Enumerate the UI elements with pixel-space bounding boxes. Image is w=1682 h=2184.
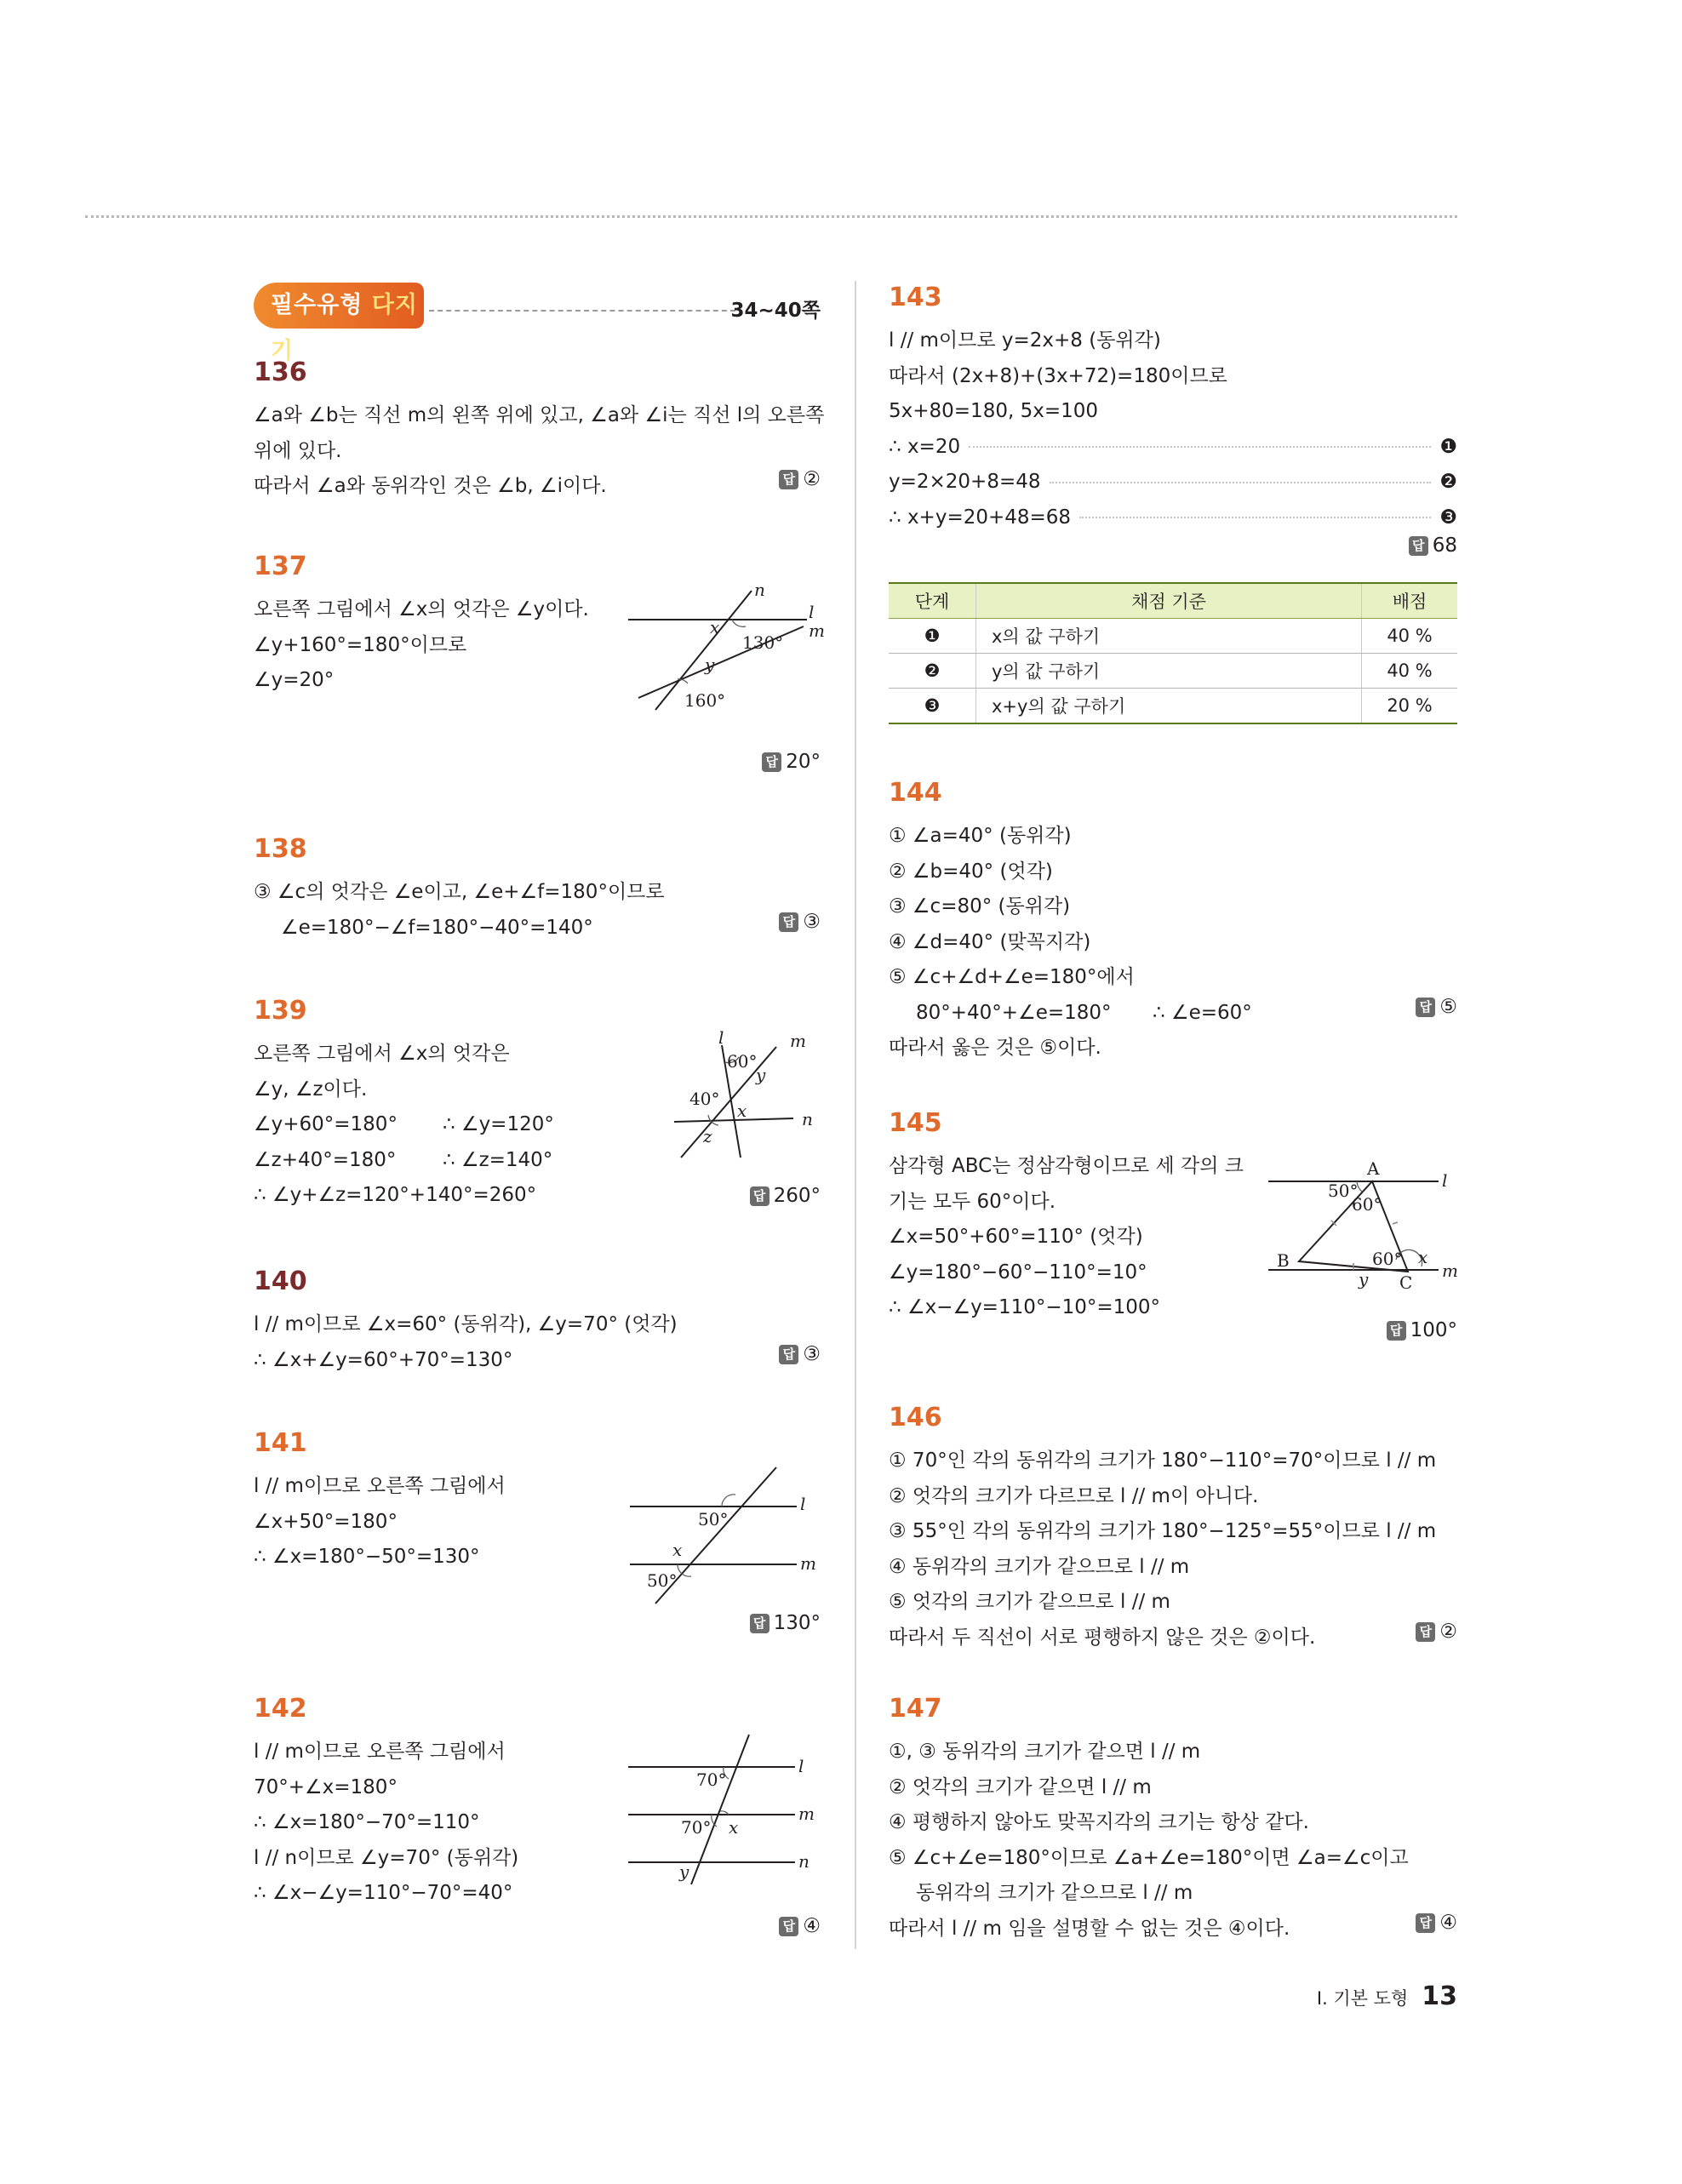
problem-number: 136 [254,357,307,387]
fig-label: 130° [742,632,784,653]
problem-number: 145 [889,1108,942,1138]
text-line: ④ ∠d=40° (맞꼭지각) [889,930,1091,953]
fig-label: 50° [698,1509,729,1529]
fig-label: C [1399,1272,1413,1293]
problem-143 [889,281,1457,717]
answer-value: 100° [1410,1319,1457,1341]
problem-147 [889,1692,1457,1947]
fig-label: m [790,1031,806,1051]
text-line: ③ 55°인 각의 동위각의 크기가 180°−125°=55°이므로 l // m [889,1520,1437,1542]
fig-label: y [1359,1269,1369,1289]
fig-label: l [1442,1170,1448,1191]
text-line: ⑤ ∠c+∠e=180°이므로 ∠a+∠e=180°이면 ∠a=∠c이고 [889,1846,1409,1869]
table-cell: y의 값 구하기 [976,654,1362,689]
fig-label: m [798,1804,815,1824]
fig-label: m [800,1553,816,1574]
leader-dots [969,446,1431,448]
problem-141 [254,1426,821,1634]
problem-number: 138 [254,834,307,864]
text-line: 동위각의 크기가 같으므로 l // m [916,1882,1193,1904]
answer-label: 답 [750,1186,769,1206]
text-line: l // m이므로 오른쪽 그림에서 [254,1475,506,1497]
answer-label: 답 [750,1614,769,1633]
text-line: l // m이므로 ∠x=60° (동위각), ∠y=70° (엇각) [254,1313,678,1335]
text-line: 위에 있다. [254,439,342,462]
eq: ∴ x+y=20+48=68 [889,506,1072,529]
fig-label: y [705,655,715,675]
fig-label: x [710,617,720,637]
table-cell: 40 % [1362,619,1458,654]
text-line: ∴ ∠x−∠y=110°−70°=40° [254,1882,513,1904]
text-line: ∴ ∠y+∠z=120°+140°=260° [254,1184,537,1206]
leader-dots [1079,517,1431,518]
fig-label: n [798,1851,810,1872]
table-cell: x+y의 값 구하기 [976,689,1362,724]
table-row [889,654,1457,689]
fig-label: 70° [696,1769,727,1790]
text-line: 70°+∠x=180° [254,1775,398,1798]
table-cell: ❶ [889,619,976,654]
text-line: ② ∠b=40° (엇각) [889,860,1053,883]
figure-145 [1268,1152,1458,1293]
text-line: ② 엇각의 크기가 다르므로 l // m이 아니다. [889,1484,1259,1507]
step-mark: ❶ [1439,435,1457,458]
text-line: ④ 동위각의 크기가 같으므로 l // m [889,1555,1190,1578]
answer [779,911,821,933]
leader-dots [1050,482,1432,483]
text-line: 따라서 (2x+8)+(3x+72)=180이므로 [889,364,1227,387]
eq-left: ∠z+40°=180° [254,1148,397,1171]
page-number: 13 [1422,1981,1457,2011]
page-range: 34~40쪽 [730,300,821,322]
answer-value: ③ [803,911,821,933]
text-line: ⑤ 엇각의 크기가 같으므로 l // m [889,1591,1170,1613]
answer [1409,535,1457,557]
answer-value: 130° [773,1612,821,1634]
page-footer [1317,1981,1457,2011]
problem-number: 140 [254,1266,307,1296]
badge-text-a: 필수유형 [271,292,363,318]
answer [1416,1912,1457,1934]
table-row [889,619,1457,654]
problem-number: 144 [889,778,942,808]
problem-number: 147 [889,1694,942,1724]
answer-label: 답 [1416,1913,1435,1933]
eq-right: ∴ ∠z=140° [443,1148,553,1171]
answer-label: 답 [1416,1622,1435,1642]
eq: ∴ x=20 [889,435,961,458]
fig-label: z [703,1126,712,1146]
fig-label: l [718,1027,724,1048]
answer [1387,1319,1457,1341]
answer-label: 답 [762,752,781,772]
table-header: 단계 [889,583,976,619]
answer-value: ④ [803,1915,821,1937]
text-line: ∴ ∠x=180°−50°=130° [254,1546,480,1568]
text-line [889,430,1457,466]
table-cell: ❸ [889,689,976,724]
answer [750,1185,821,1207]
fig-label: l [798,1756,804,1776]
fig-label: 60° [1352,1194,1382,1215]
table-header: 채점 기준 [976,583,1362,619]
figure-139 [674,1027,821,1164]
fig-label: 50° [1328,1181,1359,1201]
fig-label: 40° [689,1089,720,1109]
fig-label: x [729,1817,739,1838]
fig-label: m [1442,1261,1458,1281]
answer [779,468,821,490]
text-line: 삼각형 ABC는 정삼각형이므로 세 각의 크 [889,1155,1244,1177]
answer-value: ③ [803,1343,821,1365]
section-header [254,281,821,364]
fig-label: 50° [647,1570,678,1591]
text-line: ⑤ ∠c+∠d+∠e=180°에서 [889,966,1135,988]
answer-value: 260° [773,1185,821,1207]
step-mark: ❸ [1439,506,1457,529]
text-line: ∠a와 ∠b는 직선 m의 왼쪽 위에 있고, ∠a와 ∠i는 직선 l의 오른쪽 [254,404,825,426]
top-dotted-rule [85,215,1457,218]
fig-label: 160° [684,690,726,711]
fig-label: 60° [727,1051,758,1072]
text-line: l // m이므로 y=2x+8 (동위각) [889,329,1161,352]
text-line: l // m이므로 오른쪽 그림에서 [254,1741,506,1763]
fig-label: A [1367,1158,1380,1179]
eq-right: ∴ ∠e=60° [1153,1001,1252,1024]
answer-value: ④ [1439,1912,1457,1934]
fig-label: B [1277,1250,1290,1271]
text-line: ∴ ∠x−∠y=110°−10°=100° [889,1296,1161,1318]
text-line: ①, ③ 동위각의 크기가 같으면 l // m [889,1741,1201,1763]
text-line: ③ ∠c의 엇각은 ∠e이고, ∠e+∠f=180°이므로 [254,881,665,903]
problem-140 [254,1265,821,1378]
text-line: ③ ∠c=80° (동위각) [889,895,1071,918]
answer [1416,996,1457,1018]
text-line: ∠y, ∠z이다. [254,1078,368,1101]
eq-right: ∴ ∠y=120° [443,1113,554,1135]
problem-136 [254,356,825,505]
text-line: ∠x=50°+60°=110° (엇각) [889,1226,1143,1248]
text-line: 5x+80=180, 5x=100 [889,400,1098,422]
answer-value: ② [1439,1621,1457,1643]
scoring-table-wrap [889,582,1457,724]
eq-left: 80°+40°+∠e=180° [916,1001,1112,1024]
problem-number: 137 [254,552,307,581]
answer-label: 답 [779,912,798,932]
text-line: l // n이므로 ∠y=70° (동위각) [254,1846,519,1869]
problem-number: 139 [254,996,307,1026]
text-line [889,996,1457,1032]
text-line: 따라서 l // m 임을 설명할 수 없는 것은 ④이다. [889,1917,1290,1940]
text-line: 기는 모두 60°이다. [889,1190,1056,1213]
text-line: 따라서 ∠a와 동위각인 것은 ∠b, ∠i이다. [254,475,607,497]
table-row [889,689,1457,724]
fig-label: l [809,602,815,622]
text-line: ∴ ∠x+∠y=60°+70°=130° [254,1348,513,1371]
fig-label: n [754,580,765,600]
text-line: 따라서 두 직선이 서로 평행하지 않은 것은 ②이다. [889,1626,1316,1649]
answer-label: 답 [779,470,798,489]
problem-138 [254,832,821,946]
answer-value: 20° [786,751,821,773]
text-line: ① ∠a=40° (동위각) [889,825,1072,847]
text-line: ∠y=20° [254,669,335,691]
fig-label: y [679,1861,689,1882]
problem-144 [889,776,1457,1066]
fig-label: 60° [1372,1249,1403,1269]
answer [762,751,821,773]
text-line: ∠x+50°=180° [254,1510,398,1533]
text-line: 따라서 옳은 것은 ⑤이다. [889,1037,1101,1059]
problem-number: 146 [889,1403,942,1432]
table-cell: 20 % [1362,689,1458,724]
fig-label: l [800,1494,806,1514]
fig-label: x [1418,1247,1428,1267]
text-line: ∠y+160°=180°이므로 [254,633,467,656]
text-line: ④ 평행하지 않아도 맞꼭지각의 크기는 항상 같다. [889,1811,1309,1833]
eq-left: ∠y+60°=180° [254,1113,398,1135]
answer [779,1343,821,1365]
text-line: ∠y=180°−60°−110°=10° [889,1261,1147,1284]
text-line: 오른쪽 그림에서 ∠x의 엇각은 ∠y이다. [254,598,589,620]
answer-value: 68 [1432,535,1457,557]
answer-label: 답 [779,1345,798,1364]
answer-label: 답 [1409,536,1428,556]
fig-label: 70° [681,1817,712,1838]
scoring-table [889,582,1457,724]
answer [750,1612,821,1634]
figure-141 [630,1461,821,1605]
problem-146 [889,1401,1457,1655]
fig-label: n [802,1109,813,1129]
text-line [889,500,1457,536]
table-cell: 40 % [1362,654,1458,689]
answer-label: 답 [779,1917,798,1936]
fig-label: x [737,1101,747,1121]
answer-value: ⑤ [1439,996,1457,1018]
fig-label: m [809,620,825,641]
section-name: I. 기본 도형 [1316,1988,1409,2009]
badge-text-b: 다지기 [271,292,418,364]
text-line: ∴ ∠x=180°−70°=110° [254,1811,480,1833]
fig-label: x [672,1540,683,1560]
column-divider [855,281,856,1949]
eq: y=2×20+8=48 [889,471,1041,493]
text-line: ② 엇각의 크기가 같으면 l // m [889,1775,1152,1798]
problem-number: 142 [254,1694,307,1724]
step-mark: ❷ [1439,471,1457,493]
answer-label: 답 [1387,1321,1406,1341]
problem-number: 143 [889,283,942,312]
answer [1416,1621,1457,1643]
problem-142 [254,1692,821,1937]
answer-value: ② [803,468,821,490]
text-line [889,465,1457,500]
table-header: 배점 [1362,583,1458,619]
problem-number: 141 [254,1428,307,1458]
text-line: ∠e=180°−∠f=180°−40°=140° [281,916,593,939]
table-cell: x의 값 구하기 [976,619,1362,654]
table-cell: ❷ [889,654,976,689]
figure-142 [628,1726,821,1886]
text-line: ① 70°인 각의 동위각의 크기가 180°−110°=70°이므로 l // m [889,1449,1437,1472]
section-badge [254,283,424,364]
problem-139 [254,994,821,1214]
problem-137 [254,550,825,773]
answer [779,1915,821,1937]
figure-137 [628,580,825,712]
problem-145 [889,1106,1458,1341]
answer-label: 답 [1416,998,1435,1017]
fig-label: y [756,1065,766,1085]
text-line: 오른쪽 그림에서 ∠x의 엇각은 [254,1043,510,1065]
header-dashed-line [429,310,735,312]
